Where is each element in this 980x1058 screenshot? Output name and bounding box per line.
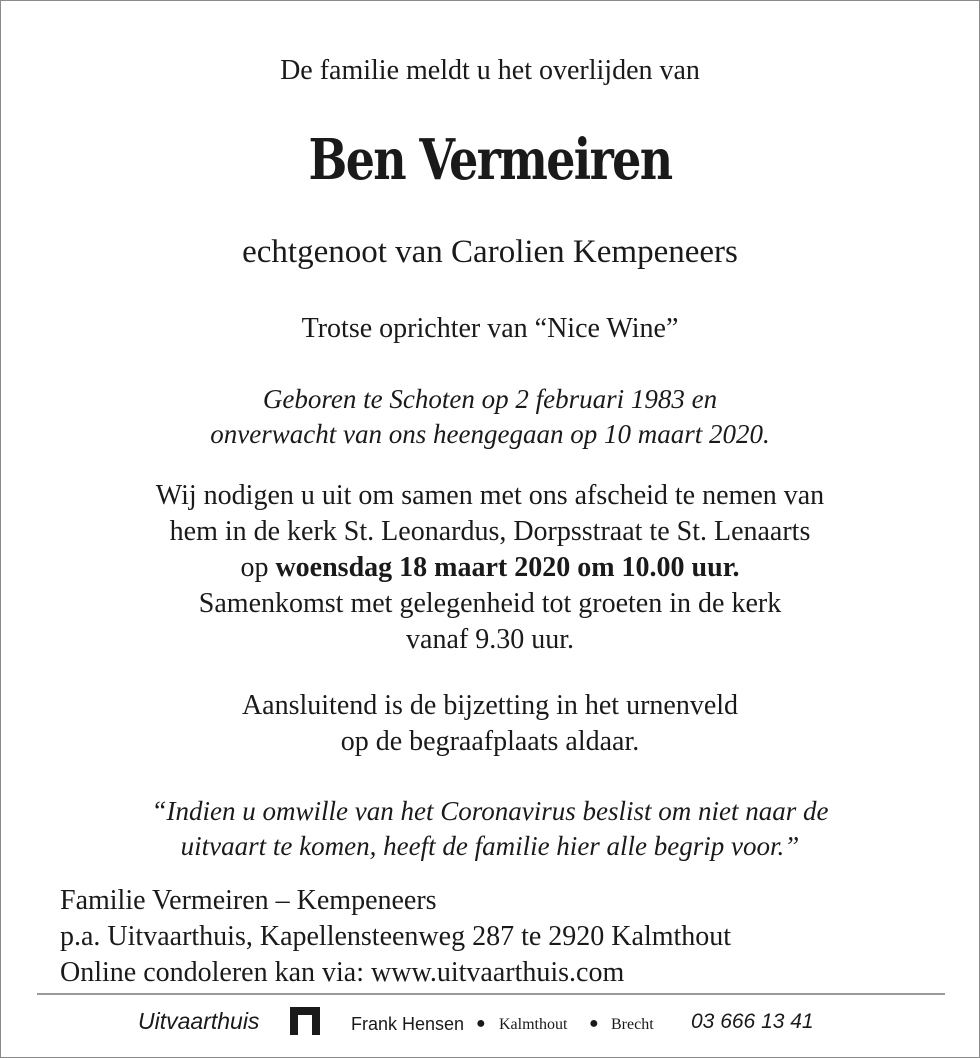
- service-date-prefix: op: [240, 552, 269, 583]
- founder-line: Trotse oprichter van “Nice Wine”: [301, 313, 679, 344]
- funeral-home-logo-icon: [290, 1007, 320, 1035]
- death-line: onverwacht van ons heengegaan op 10 maart 2020.: [210, 419, 770, 449]
- burial-line: op de begraafplaats aldaar.: [340, 726, 640, 757]
- service-line: Samenkomst met gelegenheid tot groeten in de kerk: [198, 588, 782, 619]
- service-date: woensdag 18 maart 2020 om 10.00 uur.: [275, 552, 740, 583]
- spouse-line: echtgenoot van Carolien Kempeneers: [242, 234, 738, 270]
- service-line: Wij nodigen u uit om samen met ons afscheid te nemen van: [155, 480, 825, 511]
- service-line: vanaf 9.30 uur.: [406, 624, 574, 655]
- dates-block: [1, 382, 979, 452]
- location-brecht: Brecht: [611, 1016, 654, 1033]
- signature-block: [60, 883, 960, 991]
- footer-divider: [37, 993, 945, 995]
- service-line: hem in de kerk St. Leonardus, Dorpsstraat te St. Lenaarts: [169, 516, 811, 547]
- bullet-separator-icon: ●: [589, 1015, 599, 1032]
- location-kalmthout: Kalmthout: [499, 1016, 568, 1033]
- quote-line: “Indien u omwille van het Coronavirus beslist om niet naar de: [151, 796, 829, 826]
- bullet-separator-icon: ●: [476, 1015, 486, 1032]
- address-line: p.a. Uitvaarthuis, Kapellensteenweg 287 te 2920 Kalmthout: [60, 921, 732, 952]
- quote-line: uitvaart te komen, heeft de familie hier alle begrip voor.”: [180, 831, 800, 861]
- funeral-director-name: Frank Hensen: [351, 1014, 465, 1034]
- birth-line: Geboren te Schoten op 2 februari 1983 en: [262, 384, 718, 414]
- corona-quote: [1, 794, 979, 864]
- service-date-line: [1, 550, 979, 586]
- funeral-home-footer: [1, 1005, 979, 1037]
- deceased-name: Ben Vermeiren: [308, 127, 672, 193]
- burial-line: Aansluitend is de bijzetting in het urnenveld: [241, 690, 739, 721]
- burial-block: [1, 688, 979, 760]
- intro-line: De familie meldt u het overlijden van: [280, 55, 700, 86]
- service-block: [1, 478, 979, 658]
- funeral-home-brand: Uitvaarthuis: [138, 1008, 260, 1034]
- phone-number: 03 666 13 41: [691, 1010, 814, 1033]
- family-name-line: Familie Vermeiren – Kempeneers: [60, 885, 437, 916]
- condolence-line: Online condoleren kan via: www.uitvaarthuis.com: [60, 957, 625, 988]
